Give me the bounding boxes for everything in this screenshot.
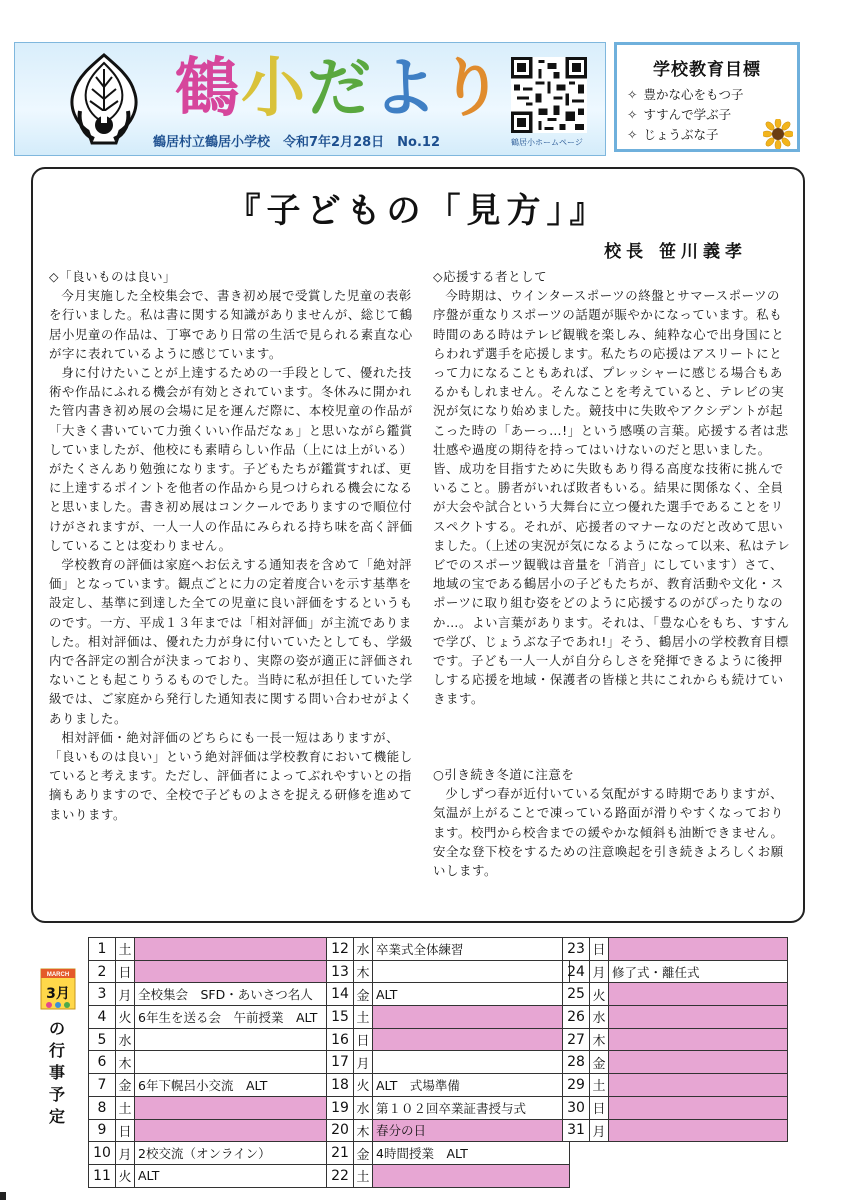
calendar-row: [327, 938, 570, 961]
article-author: 校長 笹川義孝: [604, 242, 747, 262]
calendar-day-number: 4: [89, 1006, 116, 1029]
calendar-event: 第１０２回卒業証書授与式: [373, 1096, 570, 1119]
paragraph: 今月実施した全校集会で、書き初め展で受賞した児童の表彰を行いました。私は書に関する知識がありませんが、総じて鶴居小児童の作品は、丁寧であり日常の生活で見られる素直な心が字に表れているように感じています。: [49, 288, 413, 361]
calendar-event: [373, 960, 570, 983]
calendar-row: [563, 983, 788, 1006]
article-right-column: [433, 267, 793, 709]
sparkle-icon: ✧: [627, 87, 638, 102]
calendar-event: 卒業式全体練習: [373, 938, 570, 961]
sunflower-icon: [763, 119, 793, 149]
calendar-row: [327, 1006, 570, 1029]
paragraph: 身に付けたいことが上達するための一手段として、優れた技術や作品にふれる機会が有効とされています。冬休みに開かれた管内書き初め展の会場に足を運んだ際に、本校児童の作品が「大きく書いていて力強くいい作品だなぁ」と思いながら鑑賞していましたが、他校にも素晴らしい作品（上には上がいる）がたくさんあり勉強になります。子どもたちが鑑賞すれば、更に上達するポイントを他者の作品から見つけられる機会になると思いました。書き初め展はコンクールでありますので順位付けがされますが、一人一人の作品にみられる持ち味を高く評価していることは変わりません。: [49, 365, 413, 553]
school-date-issue: 鶴居村立鶴居小学校 令和7年2月28日 No.12: [153, 135, 441, 150]
calendar-event: 春分の日: [373, 1119, 570, 1142]
calendar-row: [89, 1164, 327, 1187]
calendar-weekday: 火: [354, 1074, 373, 1097]
calendar-weekday: 火: [116, 1164, 135, 1187]
school-goals-box: [614, 42, 800, 152]
calendar-weekday: 月: [590, 960, 609, 983]
calendar-table-1: [88, 937, 327, 1188]
calendar-row: [563, 1028, 788, 1051]
calendar-weekday: 水: [116, 1028, 135, 1051]
calendar-day-number: 26: [563, 1006, 590, 1029]
calendar-weekday: 木: [354, 960, 373, 983]
calendar-row: [89, 983, 327, 1006]
calendar-row: [327, 1164, 570, 1187]
calendar-row: [563, 1074, 788, 1097]
calendar-weekday: 火: [116, 1006, 135, 1029]
calendar-weekday: 金: [354, 1142, 373, 1165]
calendar-row: [89, 1028, 327, 1051]
qr-caption: 鶴居小ホームページ: [511, 138, 583, 147]
calendar-row: [563, 960, 788, 983]
calendar-weekday: 土: [590, 1074, 609, 1097]
calendar-weekday: 月: [116, 1142, 135, 1165]
calendar-event: [373, 1051, 570, 1074]
calendar-event: 6年下幌呂小交流 ALT: [135, 1074, 327, 1097]
newsletter-title: 鶴小だより: [175, 52, 505, 126]
calendar-day-number: 24: [563, 960, 590, 983]
calendar-event: [609, 1119, 788, 1142]
calendar-weekday: 水: [354, 938, 373, 961]
calendar-event: [609, 1006, 788, 1029]
calendar-weekday: 火: [590, 983, 609, 1006]
calendar-row: [89, 1119, 327, 1142]
calendar-day-number: 25: [563, 983, 590, 1006]
calendar-row: [89, 1051, 327, 1074]
calendar-day-number: 22: [327, 1164, 354, 1187]
newsletter-header: [14, 42, 606, 156]
calendar-row: [563, 1096, 788, 1119]
calendar-weekday: 日: [116, 1119, 135, 1142]
calendar-weekday: 金: [590, 1051, 609, 1074]
calendar-event: [135, 1028, 327, 1051]
calendar-event: [609, 983, 788, 1006]
section-heading: ○引き続き冬道に注意を: [433, 767, 575, 782]
paragraph: 少しずつ春が近付いている気配がする時期でありますが、気温が上がることで凍っている路面が滑りやすくなっております。校門から校舎までの緩やかな傾斜も油断できません。安全な登下校をするための注意喚起を引き続きよろしくお願いします。: [433, 786, 784, 879]
calendar-event: [373, 1164, 570, 1187]
calendar-day-number: 2: [89, 960, 116, 983]
calendar-weekday: 土: [116, 1096, 135, 1119]
paragraph: 学校教育の評価は家庭へお伝えする通知表を含めて「絶対評価」となっています。観点ごとに力の定着度合いを示す基準を設定し、基準に到達した全ての児童に良い評価をするというものです。一方、平成１３年までは「相対評価」が主流でありました。相対評価は、優れた力が身に付いていたとしても、学級内で各評定の割合が決まっており、実際の姿が適正に評価されないことも起こりうるものでした。当時に私が担任していた学級では、ご家庭から発行した通知表に関する問い合わせがよくありました。: [49, 557, 413, 726]
calendar-day-number: 28: [563, 1051, 590, 1074]
calendar-weekday: 土: [116, 938, 135, 961]
calendar-weekday: 日: [590, 938, 609, 961]
calendar-weekday: 月: [116, 983, 135, 1006]
school-emblem-icon: [60, 51, 148, 147]
calendar-weekday: 日: [590, 1096, 609, 1119]
calendar-row: [89, 1074, 327, 1097]
calendar-event: [135, 1119, 327, 1142]
calendar-day-number: 10: [89, 1142, 116, 1165]
calendar-day-number: 14: [327, 983, 354, 1006]
paragraph: 今時期は、ウインタースポーツの終盤とサマースポーツの序盤が重なりスポーツの話題が賑やかになっています。私も時間のある時はテレビ観戦を楽しみ、純粋な心で出身国にとらわれず選手を応援します。私たちの応援はアスリートにとって力になることもあれば、プレッシャーに感じる場合もあるかもしれません。そんなことを考えていると、テレビの実況が気になり始めました。競技中に失敗やアクシデントが起こった時の「あーっ…!」という感嘆の言葉。応援する者は悲壮感や過度の期待を持ってはいけないのだと思いました。皆、成功を目指すために失敗もあり得る高度な技術に挑んでいること。勝者がいれば敗者もいる。結果に関係なく、全員が大会や試合という大舞台に立つ優れた選手であることをリスペクトする。それが、応援者のマナーなのだと改めて思いました。（上述の実況が気になるようになって以来、私はテレビでのスポーツ観戦は音量を「消音」にしています）さて、地域の宝である鶴居小の子どもたちが、教育活動や文化・スポーツに取り組む姿をどのように応援するのがぴったりなのか…。よい言葉があります。それは、「豊な心をもち、すすんで学び、じょうぶな子であれ!」そう、鶴居小の学校教育目標です。子ども一人一人が自分らしさを発揮できるように後押しする応援を地域・保護者の皆様と共にこれからも続けていきます。: [433, 288, 791, 707]
calendar-row: [327, 1096, 570, 1119]
calendar-row: [563, 1051, 788, 1074]
calendar-day-number: 3: [89, 983, 116, 1006]
calendar-weekday: 月: [590, 1119, 609, 1142]
calendar-day-number: 23: [563, 938, 590, 961]
calendar-weekday: 木: [116, 1051, 135, 1074]
calendar-row: [563, 1119, 788, 1142]
calendar-row: [89, 938, 327, 961]
calendar-day-number: 27: [563, 1028, 590, 1051]
calendar-weekday: 日: [116, 960, 135, 983]
principal-article: [31, 167, 805, 923]
calendar-row: [89, 1142, 327, 1165]
calendar-event: [373, 1028, 570, 1051]
goal-item: ✧ じょうぶな子: [627, 127, 719, 142]
calendar-side-label: の 行 事 予 定: [48, 1019, 65, 1126]
calendar-row: [327, 1051, 570, 1074]
article-left-column: [49, 267, 413, 824]
edge-mark: [0, 1192, 6, 1200]
sparkle-icon: ✧: [627, 107, 638, 122]
calendar-event: ALT 式場準備: [373, 1074, 570, 1097]
calendar-day-number: 31: [563, 1119, 590, 1142]
calendar-weekday: 金: [116, 1074, 135, 1097]
calendar-day-number: 17: [327, 1051, 354, 1074]
qr-code-icon: [511, 57, 587, 133]
calendar-day-number: 6: [89, 1051, 116, 1074]
goal-item: ✧ すすんで学ぶ子: [627, 107, 732, 122]
calendar-icon: [40, 968, 76, 1010]
calendar-day-number: 16: [327, 1028, 354, 1051]
calendar-event: 2校交流（オンライン）: [135, 1142, 327, 1165]
goals-title: 学校教育目標: [653, 60, 761, 80]
paragraph: 相対評価・絶対評価のどちらにも一長一短はありますが、「良いものは良い」という絶対評価は学校教育において機能していると考えます。ただし、評価者によってぶれやすいとの指摘もありますので、全校で子どものよさを捉える研修を進めてまいります。: [49, 729, 413, 822]
calendar-row: [327, 983, 570, 1006]
calendar-event: [609, 1051, 788, 1074]
calendar-day-number: 21: [327, 1142, 354, 1165]
calendar-event: [135, 1051, 327, 1074]
calendar-day-number: 13: [327, 960, 354, 983]
calendar-day-number: 11: [89, 1164, 116, 1187]
calendar-day-number: 18: [327, 1074, 354, 1097]
calendar-weekday: 木: [590, 1028, 609, 1051]
calendar-event: 全校集会 SFD・あいさつ名人: [135, 983, 327, 1006]
calendar-row: [327, 960, 570, 983]
calendar-weekday: 土: [354, 1164, 373, 1187]
calendar-weekday: 水: [354, 1096, 373, 1119]
calendar-row: [89, 1006, 327, 1029]
article-title: 『子どもの「見方」』: [226, 191, 610, 231]
calendar-day-number: 19: [327, 1096, 354, 1119]
calendar-row: [327, 1119, 570, 1142]
calendar-event: [135, 960, 327, 983]
calendar-weekday: 金: [354, 983, 373, 1006]
calendar-day-number: 29: [563, 1074, 590, 1097]
calendar-event: 4時間授業 ALT: [373, 1142, 570, 1165]
svg-text:3月: 3月: [46, 986, 70, 1002]
calendar-event: [609, 1074, 788, 1097]
calendar-day-number: 30: [563, 1096, 590, 1119]
calendar-event: [609, 1096, 788, 1119]
calendar-weekday: 水: [590, 1006, 609, 1029]
calendar-weekday: 木: [354, 1119, 373, 1142]
calendar-row: [327, 1028, 570, 1051]
calendar-table-3: [562, 937, 788, 1142]
calendar-row: [89, 1096, 327, 1119]
calendar-day-number: 8: [89, 1096, 116, 1119]
calendar-day-number: 12: [327, 938, 354, 961]
winter-road-notice: [433, 765, 793, 880]
calendar-day-number: 15: [327, 1006, 354, 1029]
calendar-table-2: [326, 937, 570, 1188]
calendar-event: [135, 1096, 327, 1119]
calendar-day-number: 20: [327, 1119, 354, 1142]
calendar-event: 修了式・離任式: [609, 960, 788, 983]
calendar-event: [609, 938, 788, 961]
calendar-event: 6年生を送る会 午前授業 ALT: [135, 1006, 327, 1029]
svg-text:MARCH: MARCH: [46, 972, 70, 978]
calendar-row: [89, 960, 327, 983]
section-heading: ◇「良いものは良い」: [49, 269, 177, 284]
calendar-day-number: 1: [89, 938, 116, 961]
calendar-row: [563, 1006, 788, 1029]
calendar-weekday: 土: [354, 1006, 373, 1029]
calendar-event: [135, 938, 327, 961]
calendar-day-number: 9: [89, 1119, 116, 1142]
calendar-event: [373, 1006, 570, 1029]
calendar-day-number: 5: [89, 1028, 116, 1051]
calendar-row: [563, 938, 788, 961]
calendar-weekday: 日: [354, 1028, 373, 1051]
goal-item: ✧ 豊かな心をもつ子: [627, 87, 744, 102]
calendar-row: [327, 1074, 570, 1097]
calendar-event: ALT: [135, 1164, 327, 1187]
calendar-row: [327, 1142, 570, 1165]
calendar-weekday: 月: [354, 1051, 373, 1074]
sparkle-icon: ✧: [627, 127, 638, 142]
calendar-event: ALT: [373, 983, 570, 1006]
calendar-event: [609, 1028, 788, 1051]
section-heading: ◇応援する者として: [433, 269, 548, 284]
calendar-day-number: 7: [89, 1074, 116, 1097]
